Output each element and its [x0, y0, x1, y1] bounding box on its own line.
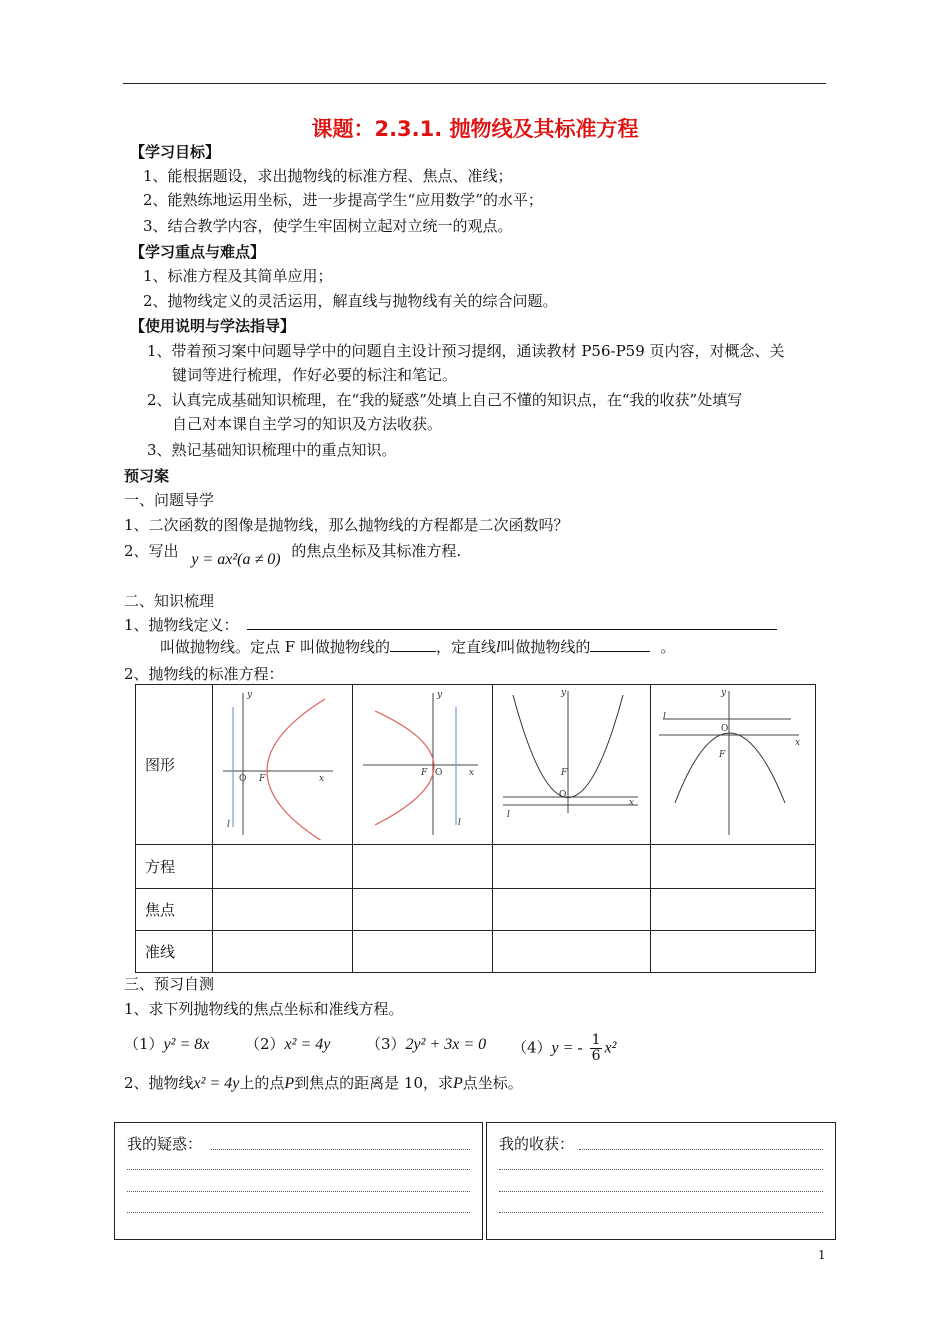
eq-expr: x²	[604, 1039, 617, 1057]
test-text: 点坐标。	[462, 1074, 523, 1092]
definition-line	[124, 614, 777, 635]
equation-2	[245, 1033, 330, 1054]
standard-eq-label: 2、抛物线的标准方程：	[124, 665, 284, 683]
test-1: 1、求下列抛物线的焦点坐标和准线方程。	[124, 1000, 404, 1018]
table-row	[136, 931, 816, 973]
answer-cell[interactable]	[651, 889, 816, 931]
dotted-line	[579, 1149, 823, 1150]
part3-heading: 三、预习自测	[124, 975, 215, 993]
point-symbol: P	[284, 1075, 295, 1092]
graph-cell	[213, 685, 353, 845]
axis-label: x	[795, 738, 801, 748]
fraction	[590, 1033, 603, 1064]
point-symbol: P	[453, 1075, 463, 1092]
part2-heading: 二、知识梳理	[124, 592, 215, 610]
preview-heading: 预习案	[124, 467, 170, 485]
definition-line-2	[160, 636, 675, 657]
origin-label: O	[435, 768, 443, 778]
dotted-line	[127, 1169, 470, 1170]
q2-formula: y = ax²(a ≠ 0)	[191, 551, 281, 568]
guide-item: 自己对本课自主学习的知识及方法收获。	[172, 415, 443, 433]
goal-item: 1、能根据题设，求出抛物线的标准方程、焦点、准线；	[143, 167, 513, 185]
answer-cell[interactable]	[493, 845, 651, 889]
focus-label: F	[259, 774, 266, 784]
keypoint-item: 1、标准方程及其简单应用；	[143, 267, 333, 285]
definition-text: 叫做抛物线的	[500, 638, 591, 656]
eq-number: （4）	[512, 1038, 552, 1057]
test-equation: x² = 4y	[193, 1075, 240, 1092]
graph-cell	[651, 685, 816, 845]
directrix-blank[interactable]	[590, 637, 650, 652]
graph-up-opening	[493, 685, 650, 840]
fraction-denominator: 6	[591, 1048, 601, 1064]
definition-text: ，定直线	[435, 638, 496, 656]
origin-label: O	[721, 724, 729, 734]
graph-left-opening	[353, 685, 492, 840]
keypoint-item: 2、抛物线定义的灵活运用，解直线与抛物线有关的综合问题。	[143, 292, 558, 310]
row-label: 准线	[136, 931, 213, 973]
answer-cell[interactable]	[213, 845, 353, 889]
axis-label: x	[319, 774, 325, 784]
directrix-label: l	[227, 820, 230, 830]
test-text: 2、抛物线	[124, 1074, 194, 1092]
equation-4	[512, 1033, 616, 1064]
definition-blank[interactable]	[247, 615, 777, 630]
graph-down-opening	[651, 685, 815, 840]
definition-end: 。	[660, 638, 676, 656]
q2-suffix: 的焦点坐标及其标准方程.	[291, 542, 462, 560]
doubt-heading: 我的疑惑：	[127, 1135, 203, 1153]
row-label: 图形	[136, 685, 213, 845]
directrix-label: l	[507, 810, 510, 820]
guide-item: 2、认真完成基础知识梳理，在“我的疑惑”处填上自己不懂的知识点，在“我的收获”处填写	[147, 391, 743, 409]
page-title: 课题：2.3.1. 抛物线及其标准方程	[311, 117, 639, 141]
answer-cell[interactable]	[353, 845, 493, 889]
standard-equation-table	[135, 684, 816, 973]
guide-heading: 【使用说明与学法指导】	[130, 317, 296, 335]
focus-blank[interactable]	[390, 637, 436, 652]
answer-cell[interactable]	[493, 931, 651, 973]
equation-3	[366, 1033, 486, 1054]
answer-cell[interactable]	[213, 889, 353, 931]
graph-cell	[493, 685, 651, 845]
focus-label: F	[561, 768, 568, 778]
axis-label: y	[247, 690, 253, 700]
row-label: 焦点	[136, 889, 213, 931]
dotted-line	[499, 1191, 823, 1192]
goals-heading: 【学习目标】	[130, 143, 221, 161]
part1-heading: 一、问题导学	[124, 491, 215, 509]
gain-box[interactable]	[486, 1122, 836, 1240]
directrix-label: l	[458, 818, 461, 828]
table-row	[136, 889, 816, 931]
eq-expr: y = -	[551, 1039, 583, 1057]
focus-label: F	[421, 768, 428, 778]
eq-expr: 2y² + 3x = 0	[405, 1036, 487, 1053]
line-symbol: l	[495, 639, 501, 656]
definition-text: 叫做抛物线。定点 F 叫做抛物线的	[160, 638, 390, 656]
dotted-line	[127, 1212, 470, 1213]
eq-expr: y² = 8x	[163, 1036, 210, 1053]
header-rule	[123, 83, 826, 84]
axis-label: x	[469, 768, 475, 778]
dotted-line	[499, 1212, 823, 1213]
eq-number: （3）	[366, 1035, 406, 1053]
eq-number: （1）	[124, 1035, 164, 1053]
row-label: 方程	[136, 845, 213, 889]
answer-cell[interactable]	[213, 931, 353, 973]
axis-label: y	[437, 690, 443, 700]
axis-label: y	[561, 688, 567, 698]
graph-right-opening	[213, 685, 352, 840]
graph-cell	[353, 685, 493, 845]
table-row	[136, 685, 816, 845]
focus-label: F	[719, 750, 726, 760]
keypoints-heading: 【学习重点与难点】	[130, 243, 266, 261]
axis-label: x	[629, 798, 635, 808]
eq-number: （2）	[245, 1035, 285, 1053]
doubt-box[interactable]	[114, 1122, 483, 1240]
answer-cell[interactable]	[493, 889, 651, 931]
origin-label: O	[559, 790, 567, 800]
table-row	[136, 845, 816, 889]
guide-item: 1、带着预习案中问题导学中的问题自主设计预习提纲，通读教材 P56-P59 页内容，对概念、关	[147, 342, 785, 360]
q2-prefix: 2、写出	[124, 542, 179, 560]
origin-label: O	[239, 774, 247, 784]
dotted-line	[499, 1169, 823, 1170]
answer-cell[interactable]	[353, 931, 493, 973]
test-text: 上的点	[239, 1074, 285, 1092]
answer-cell[interactable]	[651, 845, 816, 889]
equation-1	[124, 1033, 209, 1054]
guide-item: 3、熟记基础知识梳理中的重点知识。	[147, 441, 397, 459]
goal-item: 2、能熟练地运用坐标，进一步提高学生“应用数学”的水平；	[143, 191, 543, 209]
directrix-label: l	[663, 712, 666, 722]
eq-expr: x² = 4y	[284, 1036, 331, 1053]
answer-cell[interactable]	[651, 931, 816, 973]
page-number: 1	[818, 1248, 826, 1262]
answer-cell[interactable]	[353, 889, 493, 931]
gain-heading: 我的收获：	[499, 1135, 575, 1153]
question-2	[124, 540, 462, 568]
test-2	[124, 1072, 523, 1093]
goal-item: 3、结合教学内容，使学生牢固树立起对立统一的观点。	[143, 217, 513, 235]
guide-item: 键词等进行梳理，作好必要的标注和笔记。	[172, 366, 458, 384]
question-1: 1、二次函数的图像是抛物线，那么抛物线的方程都是二次函数吗？	[124, 516, 569, 534]
definition-label: 1、抛物线定义：	[124, 616, 239, 634]
test-text: 到焦点的距离是 10，求	[294, 1074, 453, 1092]
axis-label: y	[721, 688, 727, 698]
fraction-numerator: 1	[591, 1032, 601, 1048]
dotted-line	[211, 1149, 470, 1150]
dotted-line	[127, 1191, 470, 1192]
